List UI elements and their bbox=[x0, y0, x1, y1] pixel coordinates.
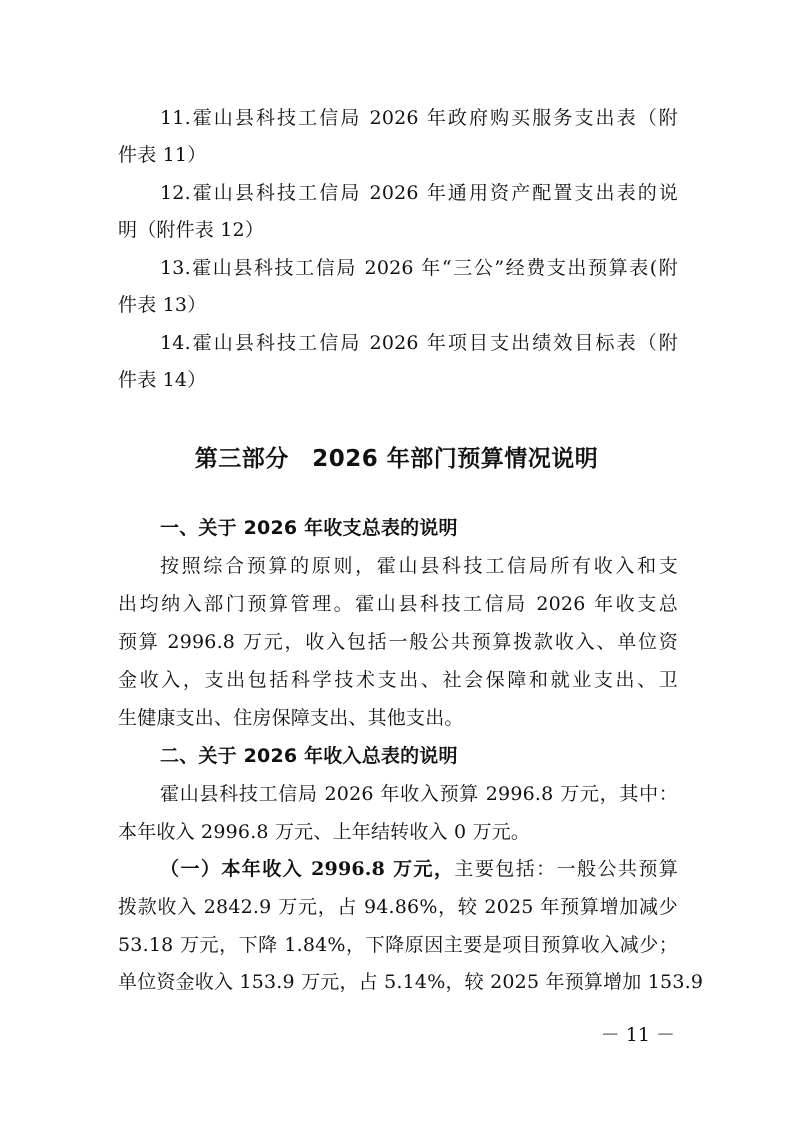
section1-line4: 金收入，支出包括科学技术支出、社会保障和就业支出、卫 bbox=[118, 669, 678, 691]
subsection1-line3: 53.18 万元，下降 1.84%，下降原因主要是项目预算收入减少； bbox=[118, 934, 678, 956]
subsection1-line2: 拨款收入 2842.9 万元，占 94.86%，较 2025 年预算增加减少 bbox=[118, 896, 678, 918]
section1-line5: 生健康支出、住房保障支出、其他支出。 bbox=[118, 707, 464, 729]
list-item-11-line2: 件表 11） bbox=[118, 144, 207, 166]
list-item-13-line1: 13.霍山县科技工信局 2026 年“三公”经费支出预算表(附 bbox=[160, 257, 678, 279]
section2-title: 二、关于 2026 年收入总表的说明 bbox=[160, 745, 458, 767]
list-item-14-line2: 件表 14） bbox=[118, 369, 207, 391]
page-number: － 11 － bbox=[600, 1024, 675, 1046]
list-item-12-line2: 明（附件表 12） bbox=[118, 219, 265, 241]
list-item-11-line1: 11.霍山县科技工信局 2026 年政府购买服务支出表（附 bbox=[160, 107, 678, 129]
subsection1-line1 bbox=[160, 857, 678, 881]
subsection1-line4: 单位资金收入 153.9 万元，占 5.14%，较 2025 年预算增加 153.9 bbox=[118, 971, 704, 993]
section1-line2: 出均纳入部门预算管理。霍山县科技工信局 2026 年收支总 bbox=[118, 593, 678, 615]
section2-line2: 本年收入 2996.8 万元、上年结转收入 0 万元。 bbox=[118, 821, 531, 843]
part-title: 第三部分 2026 年部门预算情况说明 bbox=[194, 446, 599, 472]
section1-title: 一、关于 2026 年收支总表的说明 bbox=[160, 517, 458, 539]
subsection1-bold-lead: （一）本年收入 2996.8 万元， bbox=[160, 858, 455, 880]
section1-line1: 按照综合预算的原则，霍山县科技工信局所有收入和支 bbox=[160, 555, 678, 577]
section1-line3: 预算 2996.8 万元，收入包括一般公共预算拨款收入、单位资 bbox=[118, 631, 678, 653]
list-item-12-line1: 12.霍山县科技工信局 2026 年通用资产配置支出表的说 bbox=[160, 182, 678, 204]
subsection1-lead-rest: 主要包括：一般公共预算 bbox=[454, 858, 679, 880]
list-item-14-line1: 14.霍山县科技工信局 2026 年项目支出绩效目标表（附 bbox=[160, 332, 678, 354]
list-item-13-line2: 件表 13） bbox=[118, 294, 207, 316]
section2-line1: 霍山县科技工信局 2026 年收入预算 2996.8 万元，其中： bbox=[160, 783, 678, 805]
